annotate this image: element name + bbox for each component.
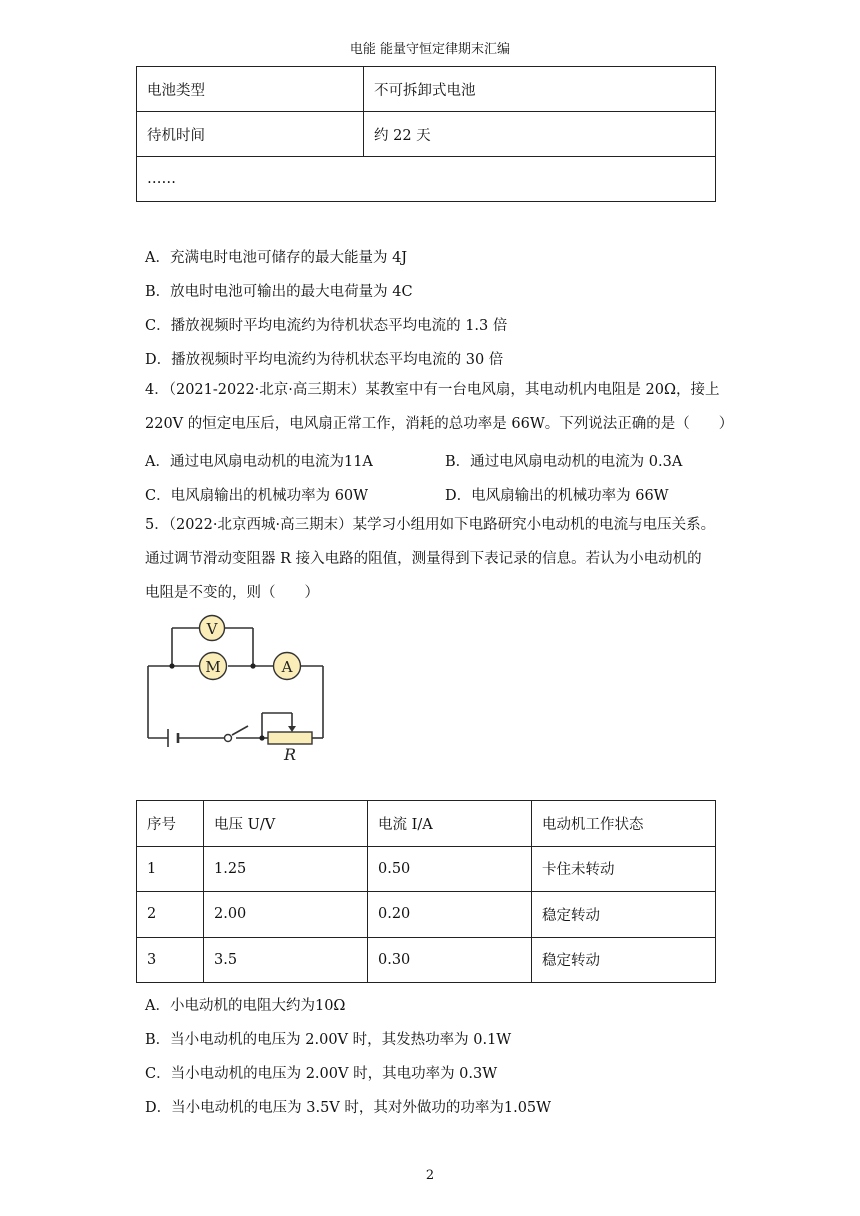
table-header-cell: 电流 I/A (368, 801, 532, 847)
q4-option-b: B．通过电风扇电动机的电流为 0.3A (445, 454, 683, 470)
table-cell: 约 22 天 (364, 112, 716, 157)
table-cell: 0.50 (368, 846, 532, 892)
motor-label: M (205, 658, 221, 676)
q4-option-c: C．电风扇输出的机械功率为 60W (145, 488, 369, 504)
table-cell: 稳定转动 (532, 937, 716, 983)
table-cell: 0.30 (368, 937, 532, 983)
table-cell: 0.20 (368, 892, 532, 938)
junction-dot (250, 663, 255, 668)
table-cell: 待机时间 (137, 112, 364, 157)
table-cell: 1 (137, 846, 204, 892)
table-cell: 卡住未转动 (532, 846, 716, 892)
slider-arrow (288, 726, 296, 732)
q5-option-b: B．当小电动机的电压为 2.00V 时，其发热功率为 0.1W (145, 1032, 512, 1048)
table-cell: 1.25 (204, 846, 368, 892)
table-header-cell: 电动机工作状态 (532, 801, 716, 847)
question-5-line: 5．（2022·北京西城·高三期末）某学习小组用如下电路研究小电动机的电流与电压关系。 (145, 517, 716, 533)
q3-option-d: D．播放视频时平均电流约为待机状态平均电流的 30 倍 (145, 352, 504, 368)
ammeter-label: A (281, 658, 293, 676)
question-5-line: 电阻是不变的，则（ ） (145, 585, 319, 601)
table-cell: 2 (137, 892, 204, 938)
table-row (137, 892, 716, 938)
junction-dot (169, 663, 174, 668)
table-cell: 不可拆卸式电池 (364, 67, 716, 112)
table-cell: 3 (137, 937, 204, 983)
page-header: 电能 能量守恒定律期末汇编 (349, 42, 511, 57)
rheostat-label: R (283, 745, 297, 764)
table-header-row (137, 801, 716, 847)
q5-option-a: A．小电动机的电阻大约为10Ω (145, 998, 346, 1014)
q3-option-c: C．播放视频时平均电流约为待机状态平均电流的 1.3 倍 (145, 318, 508, 334)
q4-option-d: D．电风扇输出的机械功率为 66W (445, 488, 669, 504)
question-4-line: 4．（2021-2022·北京·高三期末）某教室中有一台电风扇，其电动机内电阻是 20Ω，接上 (145, 382, 720, 398)
table-header-cell: 电压 U/V (204, 801, 368, 847)
table-row (137, 846, 716, 892)
table-cell-ellipsis: …… (137, 157, 716, 202)
voltmeter-label: V (206, 620, 218, 638)
q5-option-d: D．当小电动机的电压为 3.5V 时，其对外做功的功率为1.05W (145, 1100, 552, 1116)
q3-option-a: A．充满电时电池可储存的最大能量为 4J (145, 250, 408, 266)
table-row (137, 937, 716, 983)
switch-contact (225, 735, 232, 742)
table-cell: 2.00 (204, 892, 368, 938)
q3-option-b: B．放电时电池可输出的最大电荷量为 4C (145, 284, 413, 300)
table-cell: 电池类型 (137, 67, 364, 112)
table-cell: 3.5 (204, 937, 368, 983)
table-header-cell: 序号 (137, 801, 204, 847)
table-cell: 稳定转动 (532, 892, 716, 938)
q4-option-a: A．通过电风扇电动机的电流为11A (145, 454, 373, 470)
motor-data-table (136, 800, 716, 983)
q5-option-c: C．当小电动机的电压为 2.00V 时，其电功率为 0.3W (145, 1066, 498, 1082)
rheostat (268, 732, 312, 744)
question-4-line: 220V 的恒定电压后，电风扇正常工作，消耗的总功率是 66W。下列说法正确的是（ ） (145, 416, 734, 432)
question-5-line: 通过调节滑动变阻器 R 接入电路的阻值，测量得到下表记录的信息。若认为小电动机的 (145, 551, 702, 567)
page-number: 2 (425, 1168, 435, 1183)
junction-dot (259, 735, 264, 740)
